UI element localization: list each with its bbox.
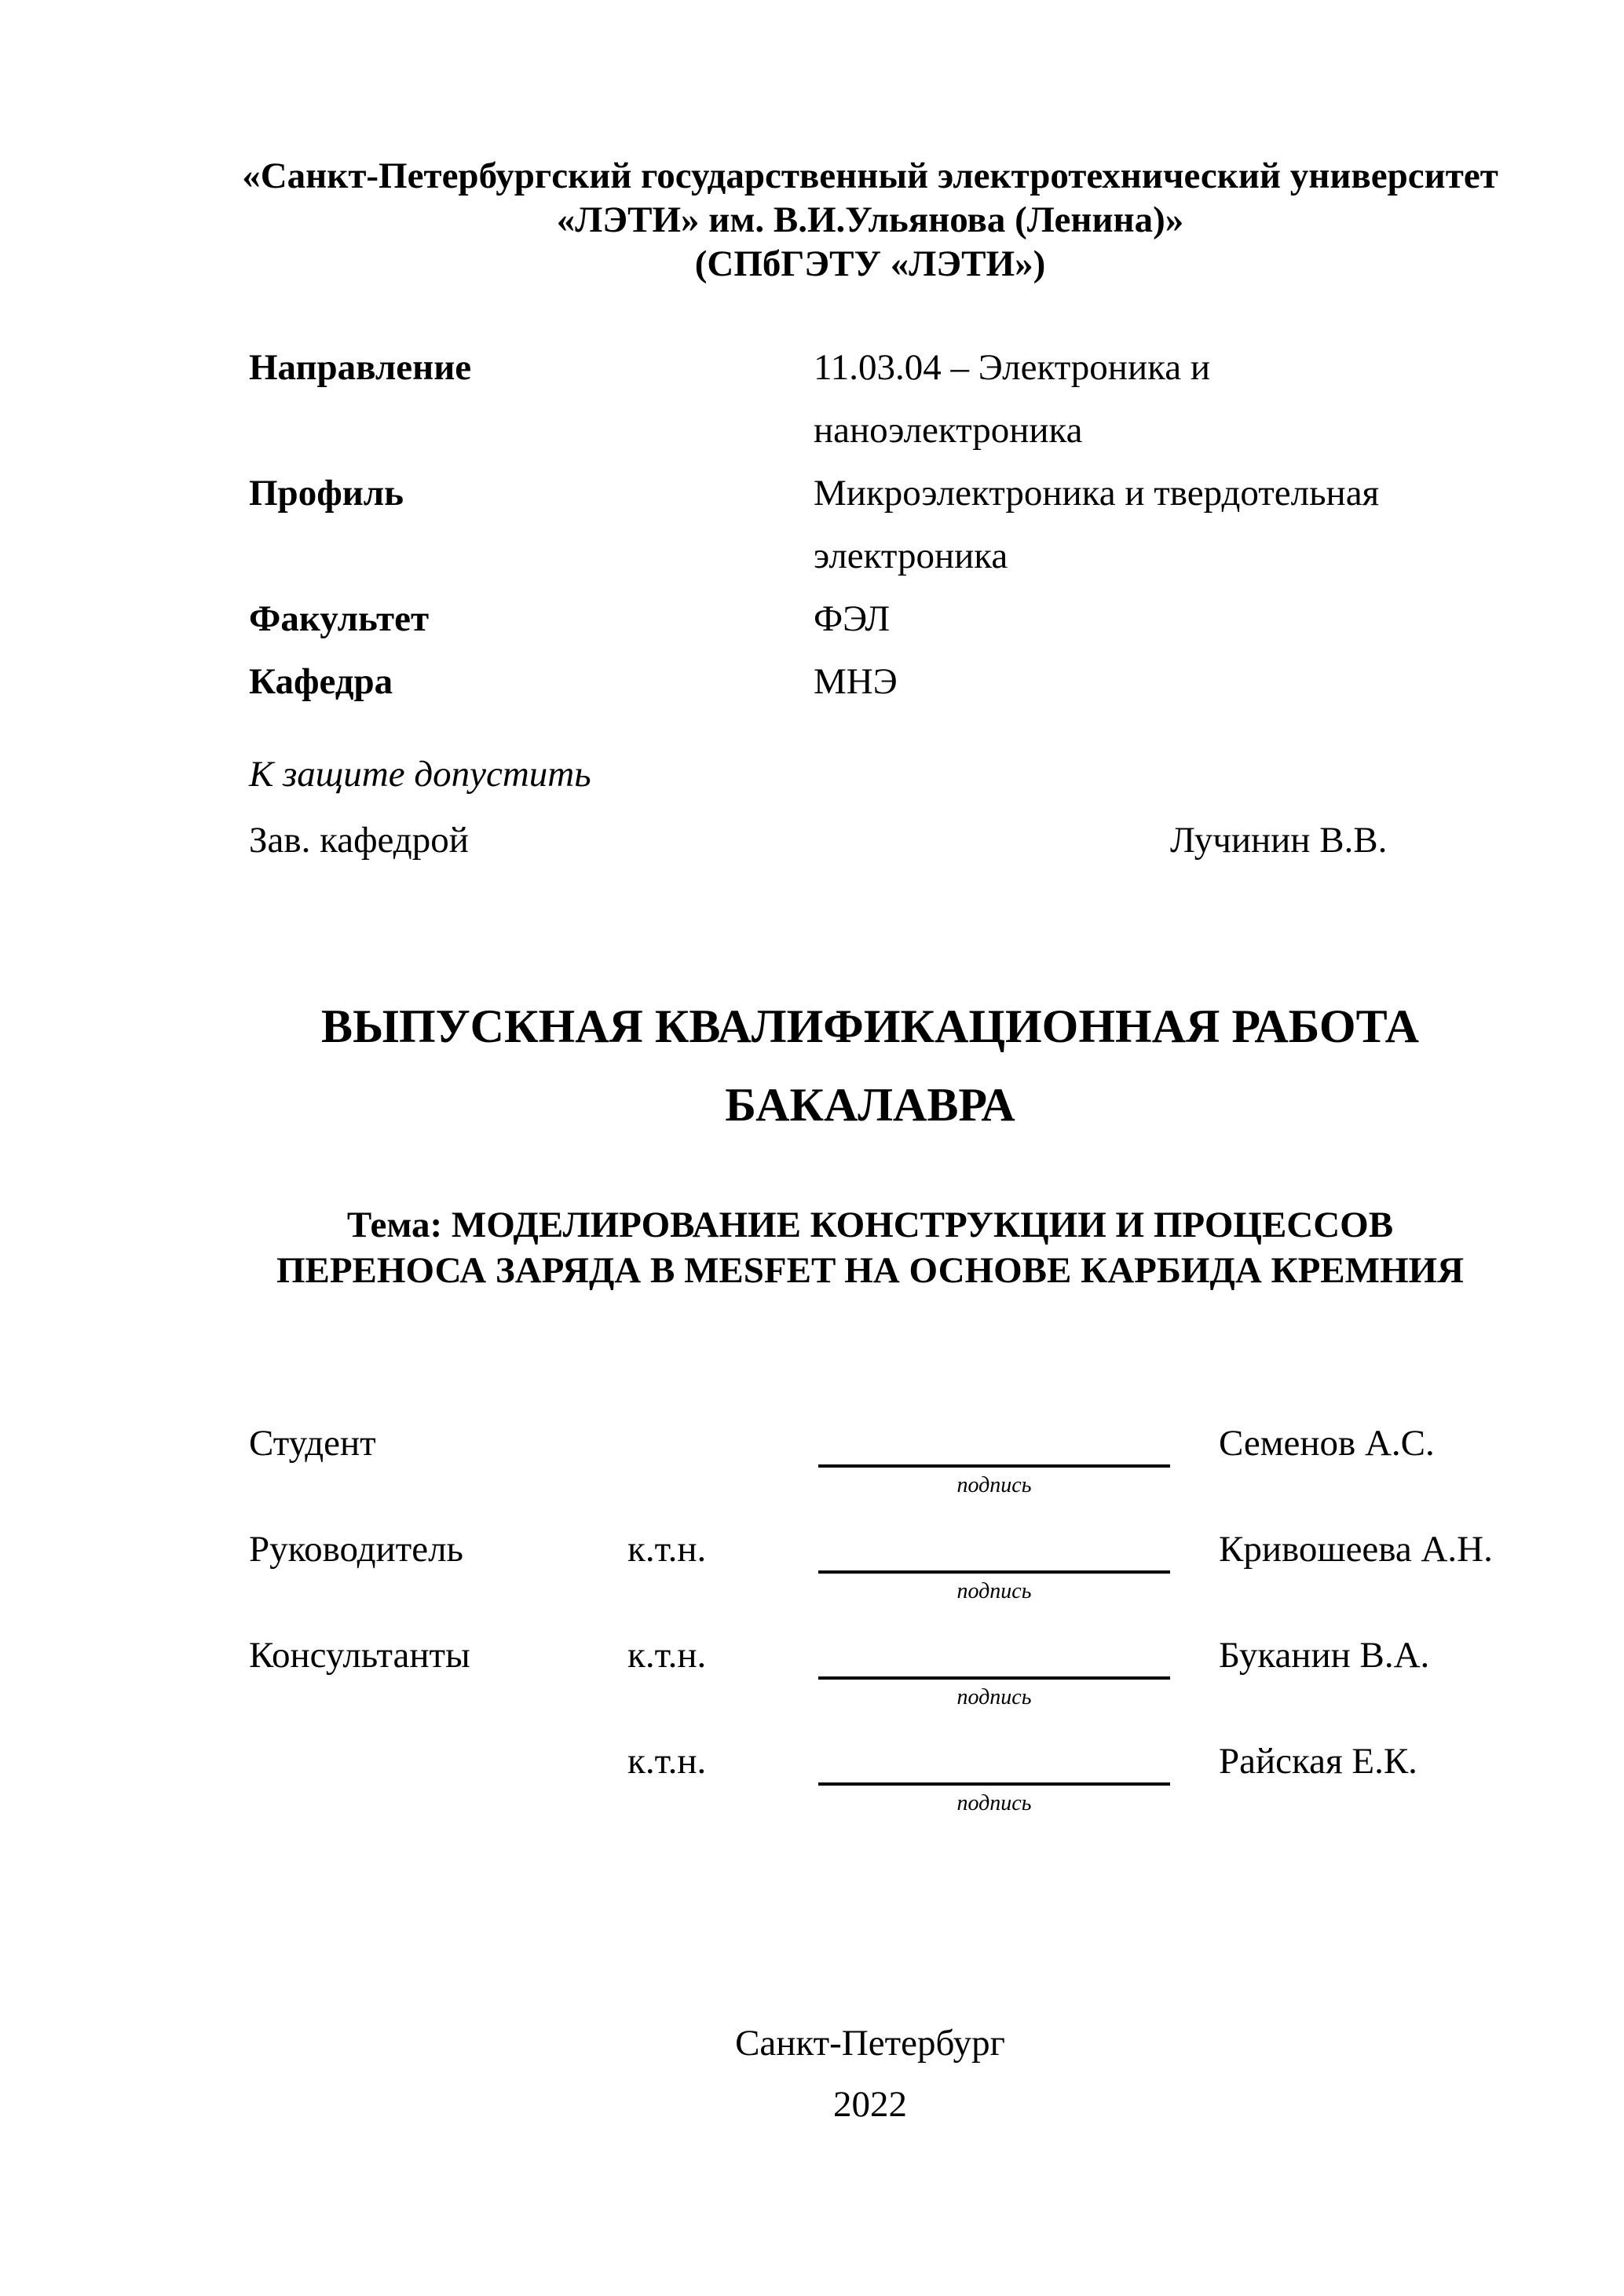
- signature-degree-supervisor: к.т.н.: [627, 1529, 707, 1570]
- signature-name-supervisor: Кривошеева А.Н.: [1219, 1529, 1493, 1570]
- signature-name-consultant1: Буканин В.А.: [1219, 1635, 1430, 1676]
- signature-caption-consultant2: подпись: [956, 1791, 1032, 1815]
- work-title-line1: ВЫПУСКНАЯ КВАЛИФИКАЦИОННАЯ РАБОТА: [321, 1000, 1419, 1052]
- field-value-profile-line2: электроника: [814, 536, 1008, 576]
- field-label-direction: Направление: [249, 347, 472, 388]
- signature-name-student: Семенов А.С.: [1219, 1423, 1435, 1464]
- field-value-direction-line2: наноэлектроника: [814, 410, 1083, 451]
- field-value-direction-line1: 11.03.04 – Электроника и: [814, 347, 1210, 388]
- field-label-faculty: Факультет: [249, 598, 430, 639]
- signature-line-student: [818, 1464, 1170, 1468]
- admission-role: Зав. кафедрой: [249, 820, 469, 861]
- theme-line2: ПЕРЕНОСА ЗАРЯДА В MESFET НА ОСНОВЕ КАРБИДА КРЕМНИЯ: [276, 1250, 1465, 1291]
- signature-degree-consultant1: к.т.н.: [627, 1635, 707, 1676]
- work-title-line2: БАКАЛАВРА: [725, 1079, 1015, 1131]
- field-label-department: Кафедра: [249, 661, 393, 702]
- field-value-department: МНЭ: [814, 661, 898, 702]
- signature-degree-consultant2: к.т.н.: [627, 1741, 707, 1782]
- signature-role-consultants: Консультанты: [249, 1635, 470, 1676]
- signature-caption-student: подпись: [956, 1473, 1032, 1497]
- signature-line-consultant1: [818, 1676, 1170, 1680]
- signature-role-supervisor: Руководитель: [249, 1529, 463, 1570]
- admission-phrase: К защите допустить: [249, 754, 591, 795]
- signature-line-consultant2: [818, 1782, 1170, 1786]
- signature-name-consultant2: Райская Е.К.: [1219, 1741, 1417, 1782]
- university-name-line2: «ЛЭТИ» им. В.И.Ульянова (Ленина)»: [556, 199, 1184, 240]
- field-value-faculty: ФЭЛ: [814, 598, 891, 639]
- university-name-line1: «Санкт-Петербургский государственный электротехнический университет: [242, 155, 1498, 196]
- footer-year: 2022: [833, 2084, 907, 2125]
- signature-caption-supervisor: подпись: [956, 1579, 1032, 1603]
- field-label-profile: Профиль: [249, 473, 404, 514]
- footer-city: Санкт-Петербург: [735, 2023, 1005, 2064]
- signature-role-student: Студент: [249, 1423, 376, 1464]
- theme-line1: Тема: МОДЕЛИРОВАНИЕ КОНСТРУКЦИИ И ПРОЦЕССОВ: [346, 1205, 1394, 1245]
- university-abbreviation: (СПбГЭТУ «ЛЭТИ»): [694, 243, 1046, 284]
- admission-name: Лучинин В.В.: [1170, 820, 1388, 861]
- signature-caption-consultant1: подпись: [956, 1685, 1032, 1709]
- field-value-profile-line1: Микроэлектроника и твердотельная: [814, 473, 1380, 514]
- signature-line-supervisor: [818, 1570, 1170, 1574]
